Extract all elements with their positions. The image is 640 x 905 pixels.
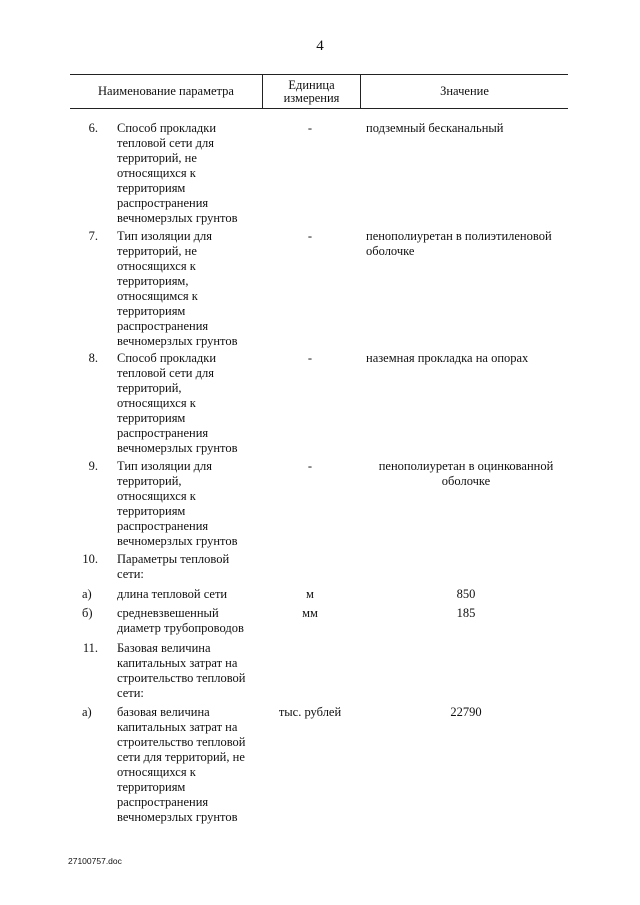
row-parameter: Тип изоляции для территорий, относящихся к территориям распространения вечномерзлых грунтов — [117, 459, 238, 548]
row-number: 10. — [82, 552, 98, 566]
footer-filename: 27100757.doc — [68, 856, 122, 866]
row-number: а) — [82, 705, 92, 719]
row-parameter: Базовая величина капитальных затрат на строительство тепловой сети: — [117, 641, 246, 700]
row-unit: - — [307, 351, 313, 365]
row-number: 8. — [88, 351, 98, 365]
row-unit: - — [307, 459, 313, 473]
row-number: 11. — [82, 641, 98, 655]
row-number: 6. — [88, 121, 98, 135]
row-value: 185 — [456, 606, 476, 620]
row-unit: м — [306, 587, 314, 601]
row-parameter: Способ прокладки тепловой сети для территорий, не относящихся к территориям распространения вечномерзлых грунтов — [117, 121, 238, 225]
row-unit: мм — [302, 606, 318, 620]
table-header — [70, 74, 568, 109]
row-value: подземный бесканальный — [366, 121, 504, 135]
row-value: 22790 — [450, 705, 482, 719]
row-unit: - — [307, 121, 313, 135]
row-value: наземная прокладка на опорах — [366, 351, 529, 365]
row-value: 850 — [456, 587, 476, 601]
row-value: пенополиуретан в оцинкованной оболочке — [378, 459, 554, 488]
row-unit: - — [307, 229, 313, 243]
row-number: 9. — [88, 459, 98, 473]
row-number: 7. — [88, 229, 98, 243]
header-unit-line: Единица — [288, 77, 335, 92]
header-value: Значение — [440, 84, 489, 98]
row-parameter: базовая величина капитальных затрат на строительство тепловой сети для территорий, не относящихся к территориям распространения вечномерзлых грунтов — [117, 705, 246, 824]
header-parameter-name: Наименование параметра — [98, 84, 234, 98]
row-parameter: Способ прокладки тепловой сети для территорий, относящихся к территориям распространения вечномерзлых грунтов — [117, 351, 238, 455]
row-value: пенополиуретан в полиэтиленовой оболочке — [366, 229, 552, 258]
header-unit — [263, 75, 360, 108]
row-parameter: Параметры тепловой сети: — [117, 552, 230, 581]
row-parameter: длина тепловой сети — [117, 587, 228, 601]
page-number: 4 — [316, 38, 324, 54]
row-parameter: средневзвешенный диаметр трубопроводов — [117, 606, 244, 635]
row-parameter: Тип изоляции для территорий, не относящихся к территориям, относящимся к территориям распространения вечномерзлых грунтов — [117, 229, 238, 348]
row-number: а) — [82, 587, 92, 601]
header-unit-line: измерения — [283, 90, 340, 105]
row-unit: тыс. рублей — [278, 705, 342, 719]
row-number: б) — [82, 606, 93, 620]
